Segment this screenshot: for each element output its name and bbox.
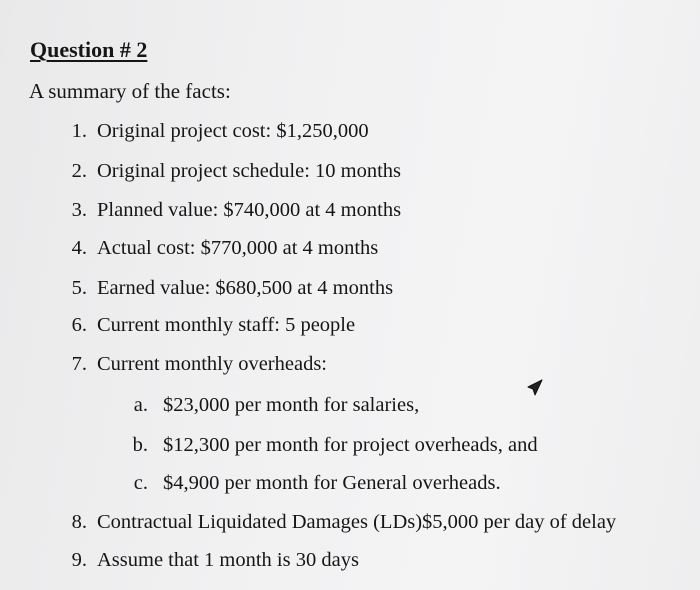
list-marker: 3.: [71, 199, 87, 221]
list-item-text: Assume that 1 month is 30 days: [97, 549, 359, 571]
sub-list-item-text: $12,300 per month for project overheads, and: [163, 434, 538, 456]
list-marker: 9.: [71, 549, 87, 571]
sub-list-item-text: $23,000 per month for salaries,: [163, 394, 420, 416]
list-marker: 2.: [71, 160, 87, 182]
sub-list-marker: a.: [133, 394, 148, 416]
question-heading: Question # 2: [30, 37, 148, 62]
list-item-text: Contractual Liquidated Damages (LDs)$5,000 per day of delay: [97, 511, 617, 533]
sub-list-marker: b.: [132, 434, 148, 456]
sub-list-item-text: $4,900 per month for General overheads.: [163, 472, 501, 494]
list-item-text: Planned value: $740,000 at 4 months: [97, 199, 402, 221]
list-marker: 6.: [71, 314, 87, 336]
summary-intro: A summary of the facts:: [29, 79, 231, 103]
list-item-text: Actual cost: $770,000 at 4 months: [97, 237, 379, 259]
list-item-text: Original project schedule: 10 months: [97, 160, 402, 182]
list-item-text: Current monthly overheads:: [97, 353, 328, 375]
list-marker: 4.: [71, 237, 87, 259]
list-marker: 8.: [71, 511, 87, 533]
list-item-text: Original project cost: $1,250,000: [97, 120, 369, 142]
list-item-text: Current monthly staff: 5 people: [97, 314, 356, 336]
list-item-text: Earned value: $680,500 at 4 months: [97, 277, 394, 299]
sub-list-marker: c.: [133, 472, 148, 494]
arrow-cursor-icon: [522, 377, 544, 399]
list-marker: 5.: [71, 277, 87, 299]
list-marker: 7.: [71, 353, 87, 375]
list-marker: 1.: [71, 120, 87, 142]
